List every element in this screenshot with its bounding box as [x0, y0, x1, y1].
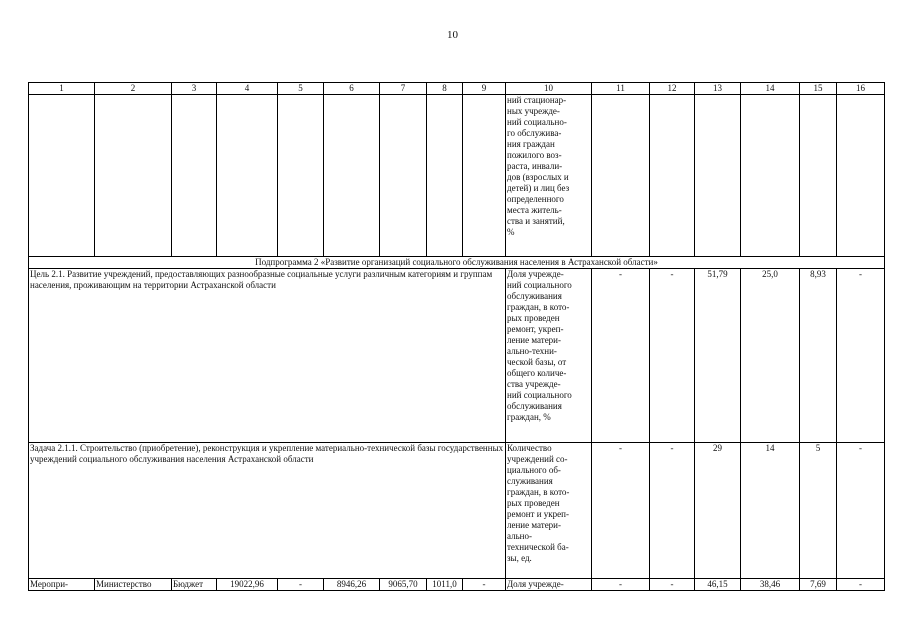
value-cell: 8,93 [800, 269, 837, 443]
indicator-cell: Доля учрежде- ний социального обслуживания граждан, в кото- рых проведен ремонт, укреп- ление матери- ально-техни- ческой базы, от общего количе- ства учрежде- ний социального обслуживания граждан, % [506, 269, 592, 443]
value-cell: 19022,96 [217, 579, 278, 591]
value-cell: - [837, 269, 885, 443]
subprogram-row [29, 257, 885, 269]
header-cell: 6 [324, 83, 380, 95]
activity-cell: Меропри- [29, 579, 95, 591]
header-cell: 11 [592, 83, 650, 95]
header-cell: 5 [278, 83, 324, 95]
header-cell: 4 [217, 83, 278, 95]
page-number: 10 [447, 29, 458, 41]
header-cell: 1 [29, 83, 95, 95]
header-cell: 3 [172, 83, 217, 95]
program-table [28, 82, 885, 591]
indicator-cell: ний стационар- ных учрежде- ний социально- го обслужива- ния граждан пожилого воз- раста, инвали- дов (взрослых и детей) и лиц без определенного места житель- ства и занятий, % [506, 95, 592, 257]
value-cell: 25,0 [741, 269, 800, 443]
value-cell: - [592, 579, 650, 591]
goal-text: Цель 2.1. Развитие учреждений, предоставляющих разнообразные социальные услуги различным категориям и группам населения, проживающим на территории Астраханской области [29, 269, 506, 443]
header-cell: 16 [837, 83, 885, 95]
value-cell: - [278, 579, 324, 591]
header-cell: 13 [695, 83, 741, 95]
value-cell: 46,15 [695, 579, 741, 591]
value-cell: 7,69 [800, 579, 837, 591]
indicator-cell: Доля учрежде- [506, 579, 592, 591]
value-cell: 51,79 [695, 269, 741, 443]
value-cell: - [837, 579, 885, 591]
header-cell: 10 [506, 83, 592, 95]
continued-row [29, 95, 885, 257]
header-cell: 14 [741, 83, 800, 95]
source-cell: Бюджет [172, 579, 217, 591]
header-cell: 9 [463, 83, 506, 95]
goal-row [29, 269, 885, 443]
value-cell: - [650, 269, 695, 443]
header-cell: 15 [800, 83, 837, 95]
value-cell: 9065,70 [380, 579, 427, 591]
value-cell: 5 [800, 443, 837, 579]
value-cell: - [592, 443, 650, 579]
header-cell: 12 [650, 83, 695, 95]
task-text: Задача 2.1.1. Строительство (приобретение), реконструкция и укрепление материально-технической базы государственных учреждений социального обслуживания населения Астраханской области [29, 443, 506, 579]
column-number-row [29, 83, 885, 95]
value-cell: - [592, 269, 650, 443]
header-cell: 7 [380, 83, 427, 95]
value-cell: 29 [695, 443, 741, 579]
executor-cell: Министерство [95, 579, 172, 591]
value-cell: 14 [741, 443, 800, 579]
value-cell: 38,46 [741, 579, 800, 591]
task-row [29, 443, 885, 579]
value-cell: - [463, 579, 506, 591]
value-cell: - [837, 443, 885, 579]
indicator-cell: Количество учреждений со- циального об- служивания граждан, в кото- рых проведен ремонт и укреп- ление матери- ально- технической ба- зы, ед. [506, 443, 592, 579]
subprogram-title: Подпрограмма 2 «Развитие организаций социального обслуживания населения в Астраханской области» [29, 257, 885, 269]
value-cell: 8946,26 [324, 579, 380, 591]
header-cell: 2 [95, 83, 172, 95]
header-cell: 8 [427, 83, 463, 95]
value-cell: - [650, 579, 695, 591]
activity-row [29, 579, 885, 591]
value-cell: 1011,0 [427, 579, 463, 591]
value-cell: - [650, 443, 695, 579]
